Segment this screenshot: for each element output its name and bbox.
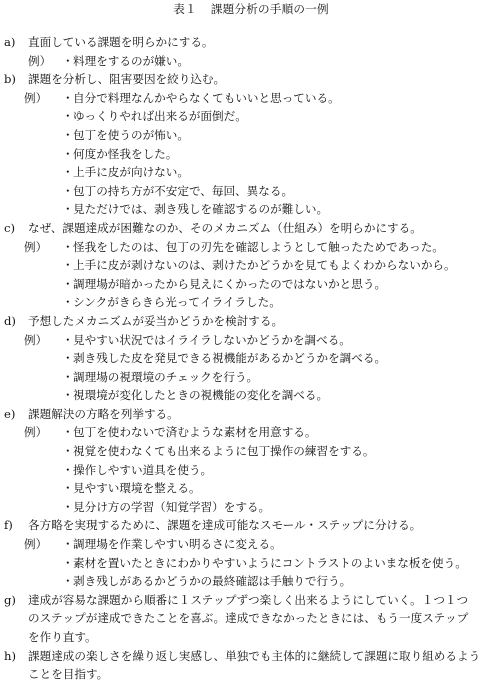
list-item bbox=[62, 479, 498, 498]
list-item bbox=[62, 498, 498, 517]
section-f-example-label: 例） bbox=[24, 537, 48, 552]
list-item-text: 上手に皮が剥けないのは、剥けたかどうかを見てもよくわからないから。 bbox=[73, 258, 456, 273]
list-item bbox=[62, 182, 498, 201]
section-g-line-1: 達成が容易な課題から順番に１ステップずつ楽しく出来るようにしていく。１つ１つ bbox=[28, 592, 469, 607]
bullet: ・ bbox=[62, 351, 74, 366]
section-a-example-label: 例） bbox=[28, 53, 52, 68]
bullet: ・ bbox=[62, 90, 74, 105]
list-item bbox=[62, 89, 498, 108]
list-item-text: 自分で料理なんかやらなくてもいいと思っている。 bbox=[73, 90, 340, 105]
list-item-text: 調理場が暗かったから見えにくかったのではないかと思う。 bbox=[73, 276, 387, 291]
section-b-letter: b) bbox=[4, 72, 16, 87]
bullet: ・ bbox=[62, 53, 74, 68]
section-g-line-3: を作り直す。 bbox=[28, 630, 97, 644]
bullet: ・ bbox=[62, 499, 74, 514]
list-item-text: 剥き残した皮を発見できる視機能があるかどうかを調べる。 bbox=[73, 351, 387, 366]
section-b-examples bbox=[4, 89, 498, 219]
bullet: ・ bbox=[62, 462, 74, 477]
list-item-text: 料理をするのが嫌い。 bbox=[73, 53, 189, 68]
list-item-text: シンクがきらきら光ってイライラした。 bbox=[73, 295, 281, 310]
section-c-text: なぜ、課題達成が困難なのか、そのメカニズム（仕組み）を明らかにする。 bbox=[28, 220, 422, 235]
list-item-text: 見分け方の学習（知覚学習）をする。 bbox=[73, 499, 271, 514]
list-item bbox=[62, 442, 498, 461]
list-item bbox=[62, 52, 498, 71]
bullet: ・ bbox=[62, 369, 74, 384]
list-item bbox=[62, 386, 498, 405]
list-item-text: 包丁の持ち方が不安定で、毎回、異なる。 bbox=[73, 183, 294, 198]
list-item-text: 素材を置いたときにわかりやすいようにコントラストのよいまな板を使う。 bbox=[73, 555, 467, 570]
list-item bbox=[62, 349, 498, 368]
section-h bbox=[4, 647, 498, 684]
table-title-text: 課題分析の手順の一例 bbox=[210, 2, 329, 16]
list-item-text: 操作しやすい道具を使う。 bbox=[73, 462, 213, 477]
bullet: ・ bbox=[62, 146, 74, 161]
list-item bbox=[62, 107, 498, 126]
section-e-examples bbox=[4, 423, 498, 516]
section-d-examples bbox=[4, 331, 498, 405]
list-item-text: 見やすい状況ではイライラしないかどうかを調べる。 bbox=[73, 332, 351, 347]
list-item-text: ゆっくりやれば出来るが面倒だ。 bbox=[73, 109, 247, 124]
section-d bbox=[4, 312, 498, 405]
section-c-heading bbox=[4, 219, 498, 238]
bullet: ・ bbox=[62, 258, 74, 273]
list-item bbox=[62, 535, 498, 554]
section-f-text: 各方略を実現するために、課題を達成可能なスモール・ステップに分ける。 bbox=[28, 518, 422, 533]
bullet: ・ bbox=[62, 444, 74, 459]
bullet: ・ bbox=[62, 109, 74, 124]
list-item-text: 視覚を使わなくても出来るように包丁操作の練習をする。 bbox=[73, 444, 375, 459]
section-a-heading bbox=[4, 33, 498, 52]
list-item-text: 調理場の視環境のチェックを行う。 bbox=[73, 369, 259, 384]
list-item bbox=[62, 163, 498, 182]
section-e-letter: e) bbox=[4, 406, 16, 421]
list-item-text: 何度か怪我をした。 bbox=[73, 146, 178, 161]
section-e-example-label: 例） bbox=[24, 425, 48, 440]
list-item bbox=[62, 238, 498, 257]
section-b-example-label: 例） bbox=[24, 90, 48, 105]
table-title bbox=[4, 0, 498, 18]
section-a-examples bbox=[4, 52, 498, 71]
section-g bbox=[4, 591, 498, 647]
list-item-text: 見やすい環境を整える。 bbox=[73, 481, 201, 496]
bullet: ・ bbox=[62, 127, 74, 142]
list-item bbox=[62, 572, 498, 591]
list-item bbox=[62, 554, 498, 573]
section-c bbox=[4, 219, 498, 312]
list-item bbox=[62, 368, 498, 387]
bullet: ・ bbox=[62, 332, 74, 347]
section-e-heading bbox=[4, 405, 498, 424]
bullet: ・ bbox=[62, 537, 74, 552]
section-e bbox=[4, 405, 498, 517]
bullet: ・ bbox=[62, 165, 74, 180]
bullet: ・ bbox=[62, 425, 74, 440]
list-item bbox=[62, 275, 498, 294]
list-item bbox=[62, 256, 498, 275]
list-item-text: 怪我をしたのは、包丁の刃先を確認しようとして触ったためであった。 bbox=[73, 239, 444, 254]
list-item-text: 視環境が変化したときの視機能の変化を調べる。 bbox=[73, 388, 329, 403]
section-f-heading bbox=[4, 516, 498, 535]
list-item-text: 包丁を使うのが怖い。 bbox=[73, 127, 189, 142]
section-d-example-label: 例） bbox=[24, 332, 48, 347]
list-item-text: 剥き残しがあるかどうかの最終確認は手触りで行う。 bbox=[73, 574, 352, 589]
list-item-text: 見ただけでは、剥き残しを確認するのが難しい。 bbox=[73, 202, 329, 217]
section-g-letter: g) bbox=[4, 592, 16, 607]
bullet: ・ bbox=[62, 276, 74, 291]
list-item bbox=[62, 145, 498, 164]
bullet: ・ bbox=[62, 555, 74, 570]
bullet: ・ bbox=[62, 574, 74, 589]
section-d-letter: d) bbox=[4, 313, 16, 328]
list-item bbox=[62, 423, 498, 442]
section-c-examples bbox=[4, 238, 498, 312]
section-c-letter: c) bbox=[4, 220, 16, 235]
list-item bbox=[62, 293, 498, 312]
bullet: ・ bbox=[62, 481, 74, 496]
section-f-examples bbox=[4, 535, 498, 591]
list-item bbox=[62, 331, 498, 350]
section-d-heading bbox=[4, 312, 498, 331]
section-b-text: 課題を分析し、阻害要因を絞り込む。 bbox=[28, 72, 226, 87]
section-f-letter: f) bbox=[4, 518, 13, 533]
bullet: ・ bbox=[62, 295, 74, 310]
bullet: ・ bbox=[62, 183, 74, 198]
section-d-text: 予想したメカニズムが妥当かどうかを検討する。 bbox=[28, 313, 284, 328]
table-number: 表１ bbox=[173, 2, 197, 16]
section-a-letter: a) bbox=[4, 35, 16, 49]
section-c-example-label: 例） bbox=[24, 239, 48, 254]
section-h-line-2: ことを目指す。 bbox=[28, 667, 109, 682]
list-item-text: 調理場を作業しやすい明るさに変える。 bbox=[73, 537, 282, 552]
section-g-heading bbox=[4, 591, 498, 610]
section-h-heading bbox=[4, 647, 498, 666]
bullet: ・ bbox=[62, 388, 74, 403]
section-b bbox=[4, 70, 498, 219]
section-h-line-1: 課題達成の楽しさを繰り返し実感し、単独でも主体的に継続して課題に取り組めるよう bbox=[28, 648, 481, 663]
section-h-letter: h) bbox=[4, 648, 16, 663]
section-g-line-2: のステップが達成できたことを喜ぶ。達成できなかったときには、もう一度ステップ bbox=[28, 611, 469, 626]
section-a bbox=[4, 33, 498, 70]
bullet: ・ bbox=[62, 202, 74, 217]
list-item-text: 上手に皮が向けない。 bbox=[73, 165, 189, 180]
section-a-text: 直面している課題を明らかにする。 bbox=[28, 35, 214, 49]
list-item bbox=[62, 126, 498, 145]
list-item-text: 包丁を使わないで済むような素材を用意する。 bbox=[73, 425, 317, 440]
bullet: ・ bbox=[62, 239, 74, 254]
section-f bbox=[4, 516, 498, 590]
section-b-heading bbox=[4, 70, 498, 89]
section-e-text: 課題解決の方略を列挙する。 bbox=[28, 406, 179, 421]
list-item bbox=[62, 200, 498, 219]
list-item bbox=[62, 461, 498, 480]
